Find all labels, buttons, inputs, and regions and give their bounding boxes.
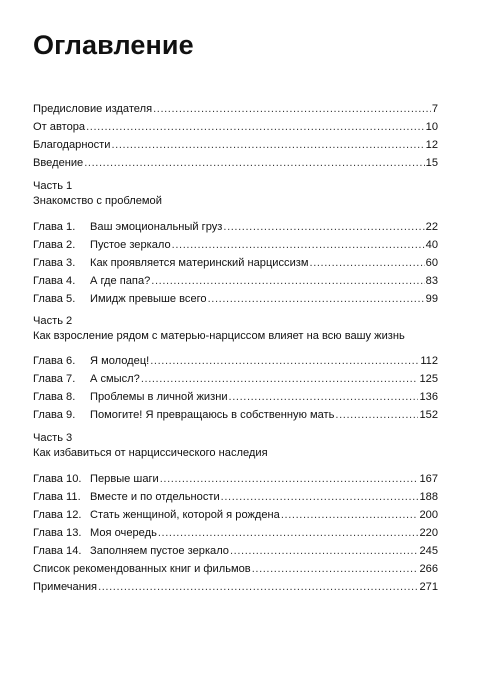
chapter-title: А где папа? <box>90 275 151 287</box>
dot-leader <box>150 355 419 368</box>
toc-page-number: 188 <box>419 491 438 503</box>
chapter-title: Стать женщиной, которой я рождена <box>90 509 280 521</box>
toc-entry-title: Введение <box>33 157 84 169</box>
dot-leader <box>158 527 419 540</box>
dot-leader <box>335 409 418 422</box>
chapter-number: Глава 6. <box>33 355 76 367</box>
dot-leader <box>160 473 419 486</box>
toc-entry-title: Список рекомендованных книг и фильмов <box>33 563 251 575</box>
toc-chapter-2[interactable] <box>33 236 438 252</box>
chapter-title: Я молодец! <box>90 355 150 367</box>
chapter-number: Глава 1. <box>33 221 76 233</box>
chapter-title: Как проявляется материнский нарциссизм <box>90 257 309 269</box>
toc-page-number: 266 <box>419 563 438 575</box>
dot-leader <box>230 545 419 558</box>
toc-page-number: 99 <box>425 293 438 305</box>
chapter-title: Помогите! Я превращаюсь в собственную мать <box>90 409 335 421</box>
chapter-title: Имидж превыше всего <box>90 293 207 305</box>
toc-entry-title: Благодарности <box>33 139 111 151</box>
chapter-number: Глава 7. <box>33 373 76 385</box>
toc-entry-acknowledgements[interactable] <box>33 136 438 152</box>
chapter-number: Глава 2. <box>33 239 76 251</box>
chapter-number: Глава 11. <box>33 491 81 503</box>
toc-chapter-13[interactable] <box>33 524 438 540</box>
toc-chapter-6[interactable] <box>33 352 438 368</box>
chapter-title: Ваш эмоциональный груз <box>90 221 223 233</box>
dot-leader <box>221 491 419 504</box>
toc-chapter-1[interactable] <box>33 218 438 234</box>
chapter-number: Глава 4. <box>33 275 76 287</box>
toc-page-number: 40 <box>425 239 438 251</box>
toc-page-number: 245 <box>419 545 438 557</box>
toc-chapter-7[interactable] <box>33 370 438 386</box>
part-title: Как взросление рядом с матерью-нарциссом влияет на всю вашу жизнь <box>33 330 405 342</box>
dot-leader <box>111 139 424 152</box>
toc-page-number: 125 <box>419 373 438 385</box>
dot-leader <box>151 275 424 288</box>
toc-chapter-5[interactable] <box>33 290 438 306</box>
chapter-number: Глава 8. <box>33 391 76 403</box>
part-label: Часть 1 <box>33 180 73 192</box>
chapter-title: Первые шаги <box>90 473 159 485</box>
chapter-number: Глава 14. <box>33 545 82 557</box>
toc-chapter-14[interactable] <box>33 542 438 558</box>
dot-leader <box>229 391 419 404</box>
toc-entry-title: Предисловие издателя <box>33 103 153 115</box>
toc-chapter-4[interactable] <box>33 272 438 288</box>
chapter-number: Глава 9. <box>33 409 76 421</box>
toc-chapter-8[interactable] <box>33 388 438 404</box>
chapter-title: Вместе и по отдельности <box>90 491 220 503</box>
toc-entry-title: Примечания <box>33 581 98 593</box>
toc-page-number: 167 <box>419 473 438 485</box>
toc-page-number: 220 <box>419 527 438 539</box>
chapter-number: Глава 12. <box>33 509 82 521</box>
toc-chapter-9[interactable] <box>33 406 438 422</box>
part-title: Знакомство с проблемой <box>33 195 162 207</box>
dot-leader <box>86 121 425 134</box>
toc-page-number: 60 <box>425 257 438 269</box>
dot-leader <box>310 257 425 270</box>
part-title: Как избавиться от нарциссического наследия <box>33 447 268 459</box>
toc-page-number: 152 <box>419 409 438 421</box>
toc-page-number: 200 <box>419 509 438 521</box>
chapter-title: Проблемы в личной жизни <box>90 391 228 403</box>
toc-page-number: 12 <box>425 139 438 151</box>
toc-entry-recommended-list[interactable] <box>33 560 438 576</box>
toc-page-number: 10 <box>425 121 438 133</box>
toc-page-number: 15 <box>425 157 438 169</box>
toc-chapter-10[interactable] <box>33 470 438 486</box>
page-title: Оглавление <box>33 30 194 60</box>
toc-page-number: 22 <box>425 221 438 233</box>
part-label: Часть 3 <box>33 432 73 444</box>
dot-leader <box>252 563 419 576</box>
toc-page-number: 136 <box>419 391 438 403</box>
toc-entry-from-author[interactable] <box>33 118 438 134</box>
dot-leader <box>84 157 424 170</box>
dot-leader <box>141 373 419 386</box>
part-label: Часть 2 <box>33 315 73 327</box>
chapter-title: Заполняем пустое зеркало <box>90 545 229 557</box>
toc-entry-preface[interactable] <box>33 100 438 116</box>
chapter-title: Пустое зеркало <box>90 239 171 251</box>
dot-leader <box>223 221 424 234</box>
toc-page-number: 7 <box>431 103 438 115</box>
chapter-number: Глава 3. <box>33 257 76 269</box>
toc-page-number: 83 <box>425 275 438 287</box>
dot-leader <box>153 103 431 116</box>
chapter-title: А смысл? <box>90 373 140 385</box>
toc-chapter-3[interactable] <box>33 254 438 270</box>
dot-leader <box>208 293 425 306</box>
toc-entry-introduction[interactable] <box>33 154 438 170</box>
toc-entry-title: От автора <box>33 121 86 133</box>
chapter-number: Глава 13. <box>33 527 82 539</box>
chapter-title: Моя очередь <box>90 527 157 539</box>
toc-entry-notes[interactable] <box>33 578 438 594</box>
dot-leader <box>172 239 425 252</box>
toc-page-number: 112 <box>420 355 438 367</box>
dot-leader <box>281 509 419 522</box>
toc-page-number: 271 <box>419 581 438 593</box>
chapter-number: Глава 10. <box>33 473 82 485</box>
toc-chapter-11[interactable] <box>33 488 438 504</box>
toc-chapter-12[interactable] <box>33 506 438 522</box>
chapter-number: Глава 5. <box>33 293 76 305</box>
dot-leader <box>98 581 418 594</box>
